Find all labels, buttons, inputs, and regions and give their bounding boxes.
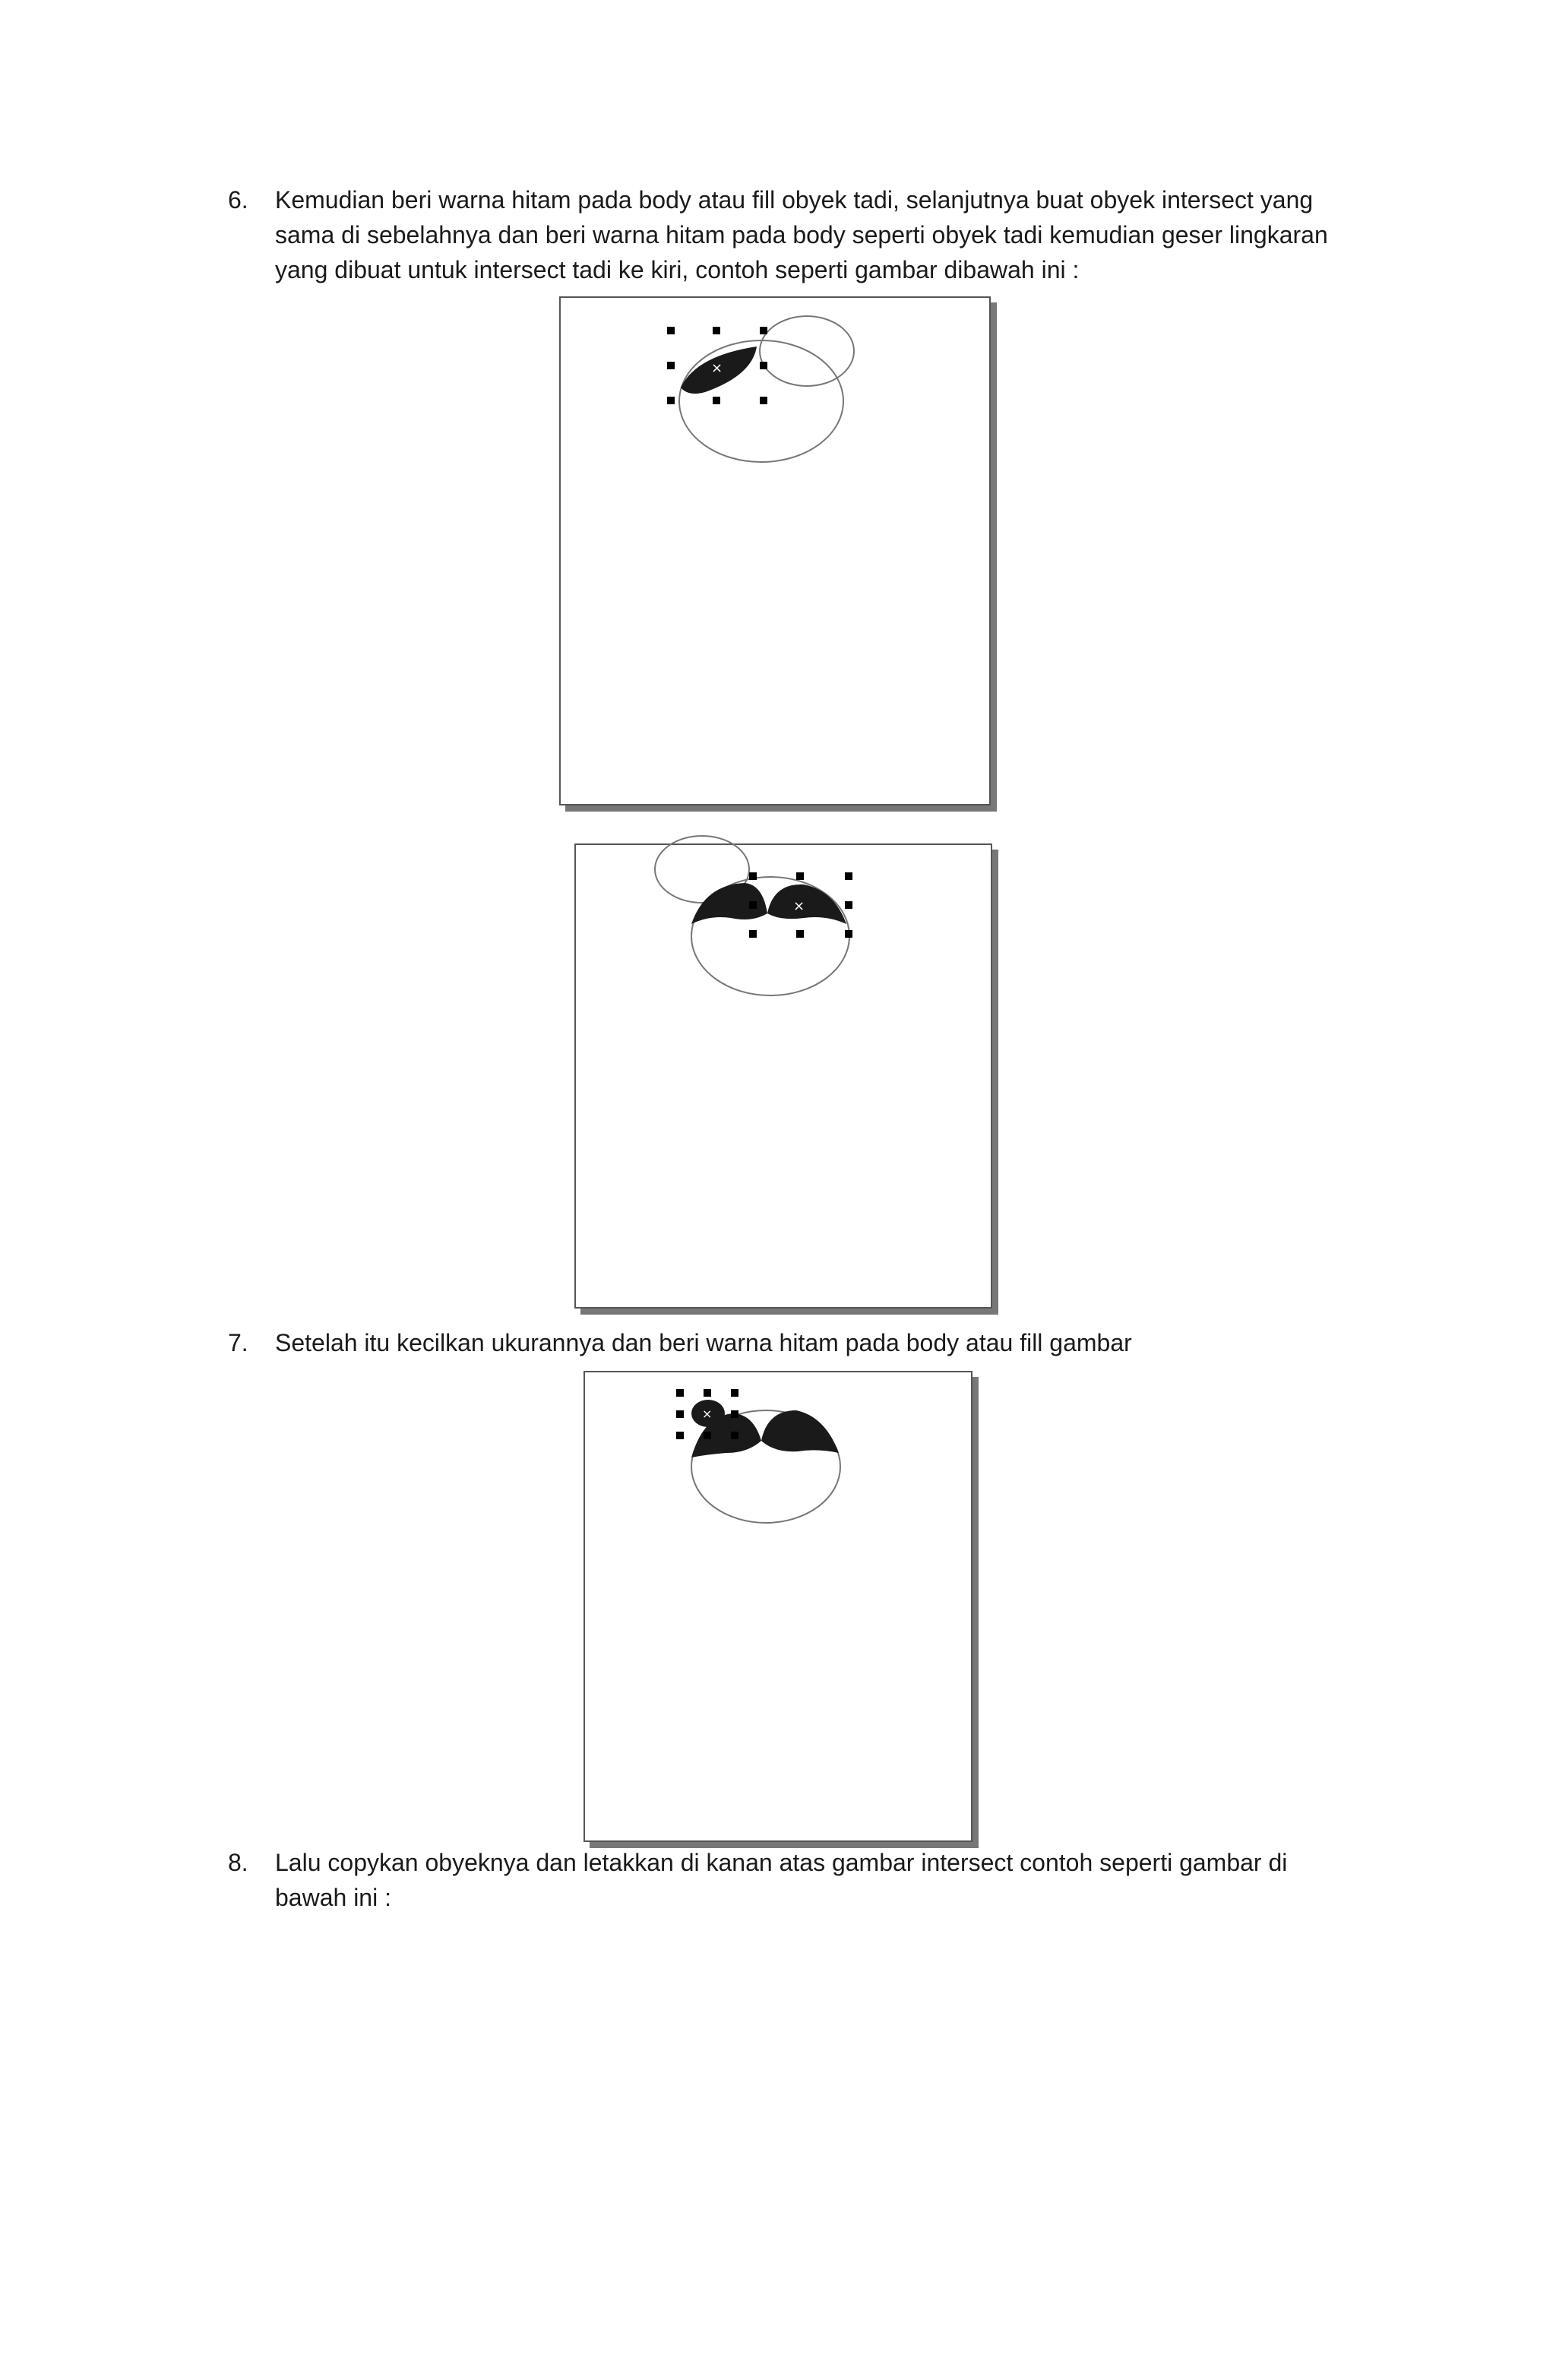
step-text: Setelah itu kecilkan ukurannya dan beri warna hitam pada body atau fill gambar [275, 1329, 1132, 1356]
svg-text:×: × [711, 360, 723, 376]
svg-text:×: × [702, 1407, 713, 1421]
figure-page-1 [559, 296, 991, 805]
intersect-shape-right[interactable] [767, 885, 846, 924]
svg-text:×: × [793, 898, 805, 914]
step-number: 7. [228, 1329, 248, 1356]
step-number: 6. [228, 186, 248, 214]
figure-page-3 [584, 1371, 972, 1842]
step-number: 8. [228, 1849, 248, 1876]
figure-2-drawing [576, 845, 991, 1307]
step-text: Kemudian beri warna hitam pada body atau fill obyek tadi, selanjutnya buat obyek intersect yang sama di sebelahnya dan beri warna hitam pada body seperti obyek tadi kemudian geser lingkaran yang dibuat untuk intersect tadi ke kiri, contoh seperti gambar dibawah ini : [275, 186, 1328, 283]
figure-1-drawing [561, 298, 989, 804]
intersect-shape-right[interactable] [761, 1410, 839, 1453]
figure-page-2 [574, 843, 992, 1309]
step-text: Lalu copykan obyeknya dan letakkan di kanan atas gambar intersect contoh seperti gambar di bawah ini : [275, 1849, 1288, 1911]
figure-3-drawing [585, 1372, 971, 1840]
